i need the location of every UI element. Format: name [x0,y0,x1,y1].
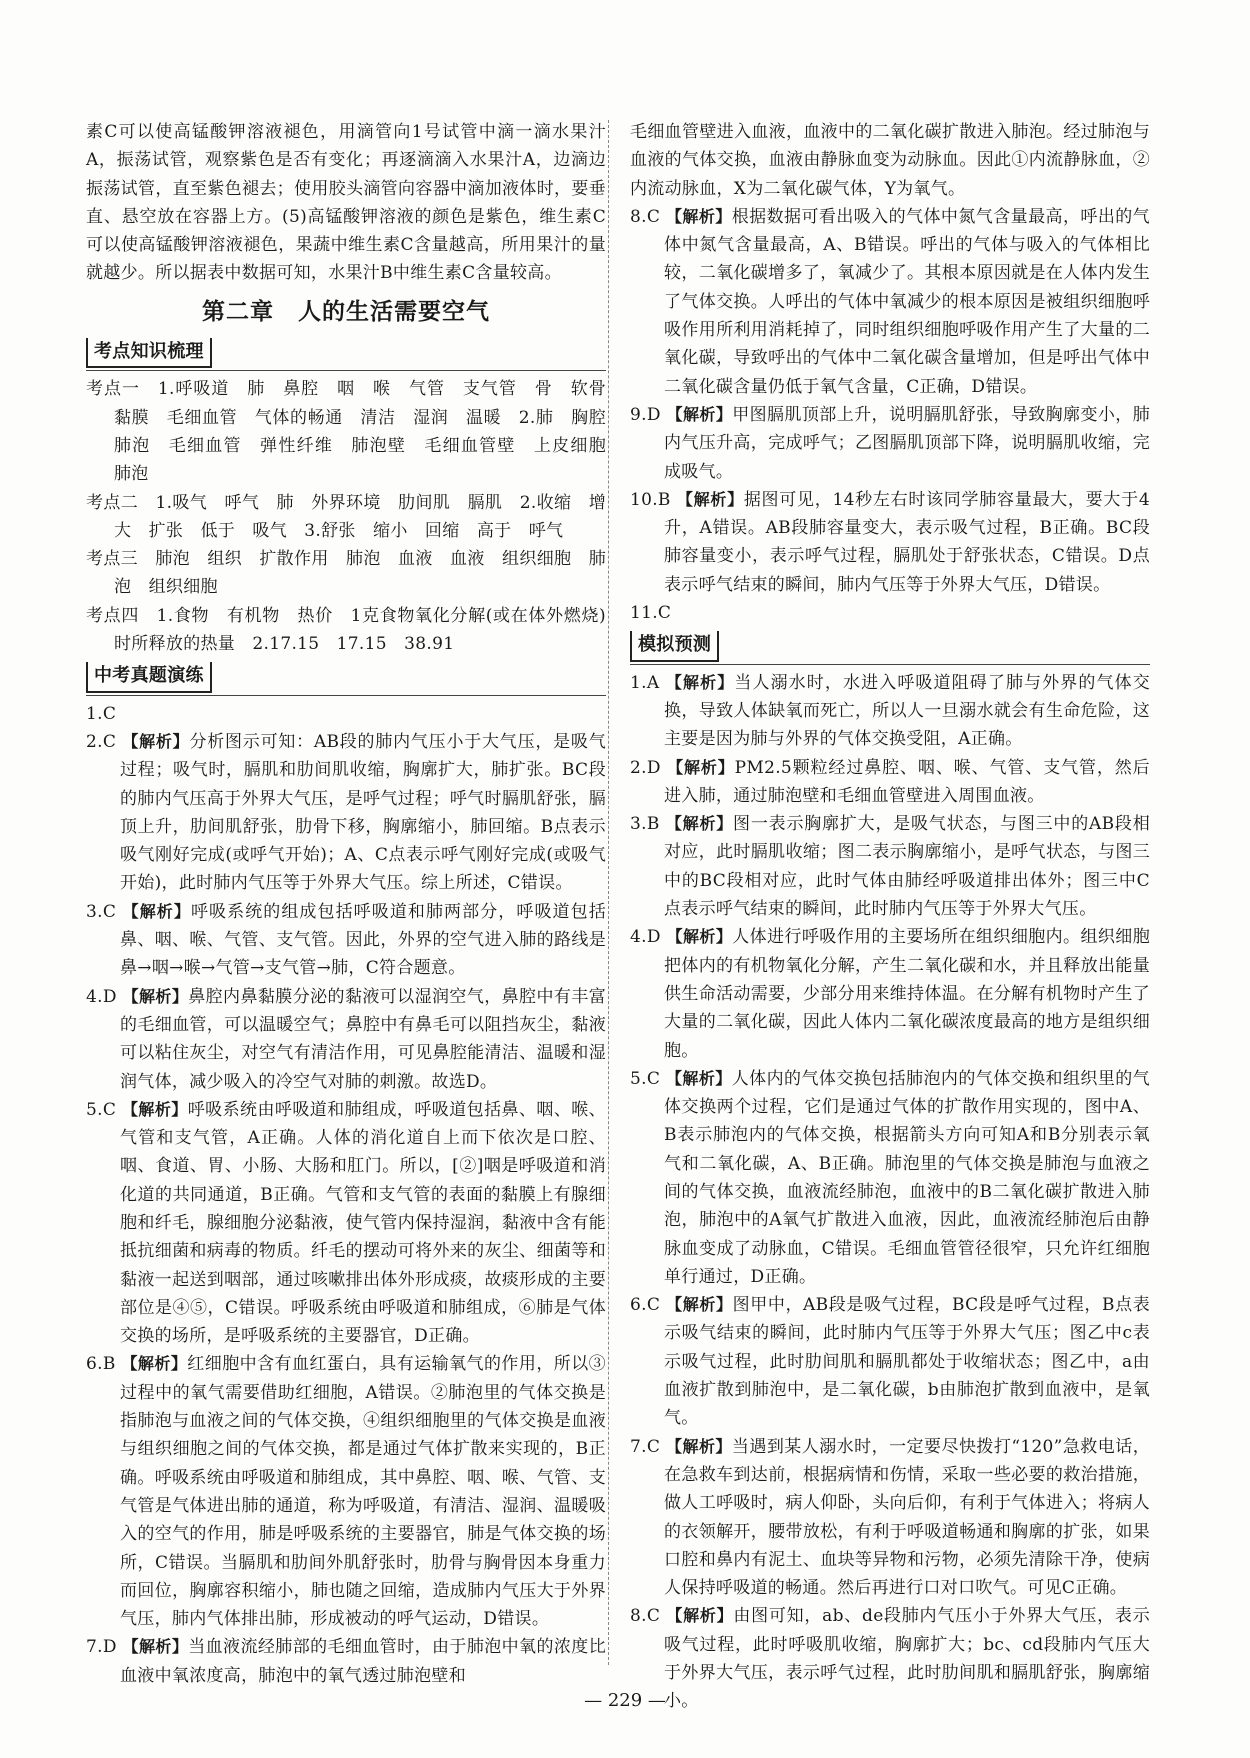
zhenti-answer-list-cont [630,203,1150,627]
analysis-tag: 【解析】 [665,814,734,834]
analysis-text: 呼吸系统的组成包括呼吸道和肺两部分，呼吸道包括鼻、咽、喉、气管、支气管。因此，外界的空气进入肺的路线是鼻→咽→喉→气管→支气管→肺，C符合题意。 [120,901,606,979]
answer-number: 4.D [86,986,117,1007]
analysis-text: PM2.5颗粒经过鼻腔、咽、喉、气管、支气管，然后进入肺，通过肺泡壁和毛细血管壁进入周围血液。 [664,757,1150,806]
analysis-tag: 【解析】 [666,1436,732,1456]
analysis-text: 当遇到某人溺水时，一定要尽快拨打“120”急救电话，在急救车到达前，根据病情和伤情，采取一些必要的救治措施，做人工呼吸时，病人仰卧，头向后仰，有利于气体进入；将病人的衣领解开，腰带放松，有利于呼吸道畅通和胸廓的扩张，如果口腔和鼻内有泥土、血块等异物和污物，必须先清除干净，使病人保持呼吸道的畅通。然后再进行口对口吹气。可见C正确。 [664,1436,1150,1599]
analysis-tag: 【解析】 [666,404,733,424]
answer-number: 10.B [630,489,671,510]
section-header-3 [630,627,1150,664]
analysis-text: 据图可见，14秒左右时该同学肺容量最大，要大于4升，A错误。AB段肺容量变大，表示吸气过程，B正确。BC段肺容量变小，表示呼气过程，膈肌处于舒张状态，C错误。D点表示呼气结束的瞬间，肺内气压等于外界大气压，D错误。 [664,489,1150,595]
answer-item [630,203,1150,401]
analysis-text: 人体内的气体交换包括肺泡内的气体交换和组织里的气体交换两个过程，它们是通过气体的扩散作用实现的，图中A、B表示肺泡内的气体交换，根据箭头方向可知A和B分别表示氧气和二氧化碳，A、B正确。肺泡里的气体交换是肺泡与血液之间的气体交换，血液流经肺泡，血液中的B二氧化碳扩散进入肺泡，肺泡中的A氧气扩散进入血液，因此，血液流经肺泡后由静脉血变成了动脉血，C错误。毛细血管管径很窄，只允许红细胞单行通过，D正确。 [664,1068,1150,1287]
answer-number: 3.B [630,814,660,835]
answer-item [630,401,1150,486]
kaodian-4: 考点四 1.食物 有机物 热价 1克食物氧化分解(或在体外燃烧)时所释放的热量 2.17.15 17.15 38.91 [86,605,606,655]
analysis-text: 图甲中，AB段是吸气过程，BC段是呼气过程，B点表示吸气结束的瞬间，此时肺内气压等于外界大气压；图乙中c表示吸气过程，此时肋间肌和膈肌都处于收缩状态；图乙中，a由血液扩散到肺泡中，是二氧化碳，b由肺泡扩散到血液中，是氧气。 [664,1295,1150,1429]
answer-item [86,983,606,1096]
analysis-tag: 【解析】 [122,731,190,751]
analysis-text: 甲图膈肌顶部上升，说明膈肌舒张，导致胸廓变小，肺内气压升高，完成呼气；乙图膈肌顶部下降，说明膈肌收缩，完成吸气。 [664,404,1150,482]
analysis-text: 分析图示可知：AB段的肺内气压小于大气压，是吸气过程；吸气时，膈肌和肋间肌收缩，胸廓扩大，肺扩张。BC段的肺内气压高于外界大气压，是呼气过程；呼气时膈肌舒张，膈顶上升，肋间肌舒张，肋骨下移，胸廓缩小，肺回缩。B点表示吸气刚好完成(或呼气开始)；A、C点表示呼气刚好完成(或吸气开始)，此时肺内气压等于外界大气压。综上所述，C错误。 [120,731,606,894]
answer-number: 1.C [86,703,117,724]
intro-paragraph: 素C可以使高锰酸钾溶液褪色，用滴管向1号试管中滴一滴水果汁A，振荡试管，观察紫色是否有变化；再逐滴滴入水果汁A，边滴边振荡试管，直至紫色褪去；使用胶头滴管向容器中滴加液体时，要垂直、悬空放在容器上方。(5)高锰酸钾溶液的颜色是紫色，维生素C可以使高锰酸钾溶液褪色，果蔬中维生素C含量越高，所用果汁的量就越少。所以据表中数据可知，水果汁B中维生素C含量较高。 [86,122,606,284]
answer-number: 5.C [630,1068,661,1089]
analysis-text: 图一表示胸廓扩大，是吸气状态，与图三中的AB段相对应，此时膈肌收缩；图二表示胸廓缩小，是呼气状态，与图三中的BC段相对应，此时气体由肺经呼吸道排出体外；图三中C点表示呼气结束的瞬间，此时肺内气压等于外界大气压。 [664,814,1151,920]
page-number: — 229 — [584,1690,666,1711]
answer-item [630,1065,1150,1291]
continued-paragraph: 毛细血管壁进入血液，血液中的二氧化碳扩散进入肺泡。经过肺泡与血液的气体交换，血液由静脉血变为动脉血。因此①内流静脉血，②内流动脉血，X为二氧化碳气体，Y为氧气。 [630,122,1150,199]
answer-number: 8.C [630,206,661,227]
analysis-text: 呼吸系统由呼吸道和肺组成，呼吸道包括鼻、咽、喉、气管和支气管，A正确。人体的消化道自上而下依次是口腔、咽、食道、胃、小肠、大肠和肛门。所以，[②]咽是呼吸道和消化道的共同通道，B正确。气管和支气管的表面的黏膜上有腺细胞和纤毛，腺细胞分泌黏液，使气管内保持湿润，黏液中含有能抵抗细菌和病毒的物质。纤毛的摆动可将外来的灰尘、细菌等和黏液一起送到咽部，通过咳嗽排出体外形成痰，故痰形成的主要部位是④⑤，C错误。呼吸系统由呼吸道和肺组成，⑥肺是气体交换的场所，是呼吸系统的主要器官，D正确。 [120,1099,606,1347]
answer-item [630,810,1150,923]
answer-number: 7.C [630,1436,661,1457]
answer-number: 5.C [86,1099,117,1120]
answer-item [630,754,1150,811]
analysis-tag: 【解析】 [666,1295,733,1315]
analysis-tag: 【解析】 [122,1637,189,1657]
kaodian-3: 考点三 肺泡 组织 扩散作用 肺泡 血液 血液 组织细胞 肺泡 组织细胞 [86,549,606,598]
moni-answer-list [630,669,1150,1716]
answer-number: 8.C [630,1606,661,1627]
section-title-moni: 模拟预测 [630,631,719,661]
analysis-text: 根据数据可看出吸入的气体中氮气含量最高，呼出的气体中氮气含量最高，A、B错误。呼出的气体与吸入的气体相比较，二氧化碳增多了，氧减少了。其根本原因就是在人体内发生了气体交换。人呼出的气体中氧减少的根本原因是被组织细胞呼吸作用所利用消耗掉了，同时组织细胞呼吸作用产生了大量的二氧化碳，导致呼出的气体中二氧化碳含量增加，但是呼出气体中二氧化碳含量仍低于氧气含量，C正确，D错误。 [664,206,1150,397]
answer-number: 2.C [86,731,117,752]
answer-item [86,1350,606,1633]
answer-number: 6.C [630,1295,661,1316]
analysis-tag: 【解析】 [676,489,744,509]
section-title-zhenti: 中考真题演练 [86,662,212,692]
answer-item [86,898,606,983]
analysis-tag: 【解析】 [121,1099,188,1119]
column-divider [608,120,609,1665]
section-header-2 [86,658,606,695]
answer-number: 9.D [630,404,661,425]
answer-item [630,599,1150,627]
answer-number: 6.B [86,1354,116,1375]
answer-number: 2.D [630,757,661,778]
answer-item [86,700,606,728]
chapter-title: 第二章 人的生活需要空气 [202,298,490,325]
analysis-tag: 【解析】 [121,1354,188,1374]
section-header-1 [86,334,606,371]
analysis-text: 当血液流经肺部的毛细血管时，由于肺泡中氧的浓度比血液中氧浓度高，肺泡中的氧气透过肺泡壁和 [120,1637,606,1686]
analysis-tag: 【解析】 [122,986,189,1006]
analysis-text: 鼻腔内鼻黏膜分泌的黏液可以湿润空气，鼻腔中有丰富的毛细血管，可以温暖空气；鼻腔中有鼻毛可以阻挡灰尘，黏液可以粘住灰尘，对空气有清洁作用，可见鼻腔能清洁、温暖和湿润气体，减少吸入的冷空气对肺的刺激。故选D。 [120,986,606,1092]
answer-number: 7.D [86,1637,117,1658]
answer-item [86,1633,606,1690]
answer-item [86,1096,606,1351]
kaodian-1: 考点一 1.呼吸道 肺 鼻腔 咽 喉 气管 支气管 骨 软骨 黏膜 毛细血管 气体的畅通 清洁 湿润 温暖 2.肺 胸腔 肺泡 毛细血管 弹性纤维 肺泡壁 毛细血管壁 上皮细胞 肺泡 [86,379,624,485]
analysis-text: 当人溺水时，水进入呼吸道阻碍了肺与外界的气体交换，导致人体缺氧而死亡，所以人一旦溺水就会有生命危险，这主要是因为肺与外界的气体交换受阻，A正确。 [664,672,1150,750]
section-title-kaodian: 考点知识梳理 [86,338,212,368]
analysis-tag: 【解析】 [666,1606,734,1626]
answer-item [630,669,1150,754]
answer-item [630,1291,1150,1432]
analysis-tag: 【解析】 [665,206,732,226]
answer-item [630,486,1150,599]
analysis-tag: 【解析】 [665,672,735,692]
left-column [86,118,624,1690]
answer-item [630,923,1150,1064]
zhenti-answer-list [86,700,606,1690]
analysis-tag: 【解析】 [666,927,733,947]
answer-number: 3.C [86,901,117,922]
analysis-text: 由图可知，ab、de段肺内气压小于外界大气压，表示吸气过程，此时呼吸肌收缩，胸廓扩大；bc、cd段肺内气压大于外界大气压，表示呼气过程，此时肋间肌和膈肌舒张，胸廓缩小。 [664,1606,1150,1712]
answer-number: 1.A [630,672,660,693]
analysis-tag: 【解析】 [665,1068,732,1088]
analysis-tag: 【解析】 [122,901,191,921]
answer-item [630,1433,1150,1603]
analysis-text: 红细胞中含有血红蛋白，具有运输氧气的作用，所以③过程中的氧气需要借助红细胞，A错误。②肺泡里的气体交换是指肺泡与血液之间的气体交换，④组织细胞里的气体交换是血液与组织细胞之间的气体交换，都是通过气体扩散来实现的，B正确。呼吸系统由呼吸道和肺组成，其中鼻腔、咽、喉、气管、支气管是气体进出肺的通道，称为呼吸道，有清洁、湿润、温暖吸入的空气的作用，肺是呼吸系统的主要器官，肺是气体交换的场所，C错误。当膈肌和肋间外肌舒张时，肋骨与胸骨因本身重力而回位，胸廓容积缩小，肺也随之回缩，造成肺内气压大于外界气压，肺内气体排出肺，形成被动的呼气运动，D错误。 [120,1354,606,1630]
right-column [630,118,1150,1716]
answer-item [86,728,606,898]
analysis-tag: 【解析】 [667,757,735,777]
analysis-text: 人体进行呼吸作用的主要场所在组织细胞内。组织细胞把体内的有机物氧化分解，产生二氧化碳和水，并且释放出能量供生命活动需要，少部分用来维持体温。在分解有机物时产生了大量的二氧化碳，因此人体内二氧化碳浓度最高的地方是组织细胞。 [664,927,1150,1061]
answer-number: 11.C [630,603,672,624]
kaodian-2: 考点二 1.吸气 呼气 肺 外界环境 肋间肌 膈肌 2.收缩 增大 扩张 低于 吸气 3.舒张 缩小 回缩 高于 呼气 [86,492,606,541]
answer-number: 4.D [630,927,661,948]
